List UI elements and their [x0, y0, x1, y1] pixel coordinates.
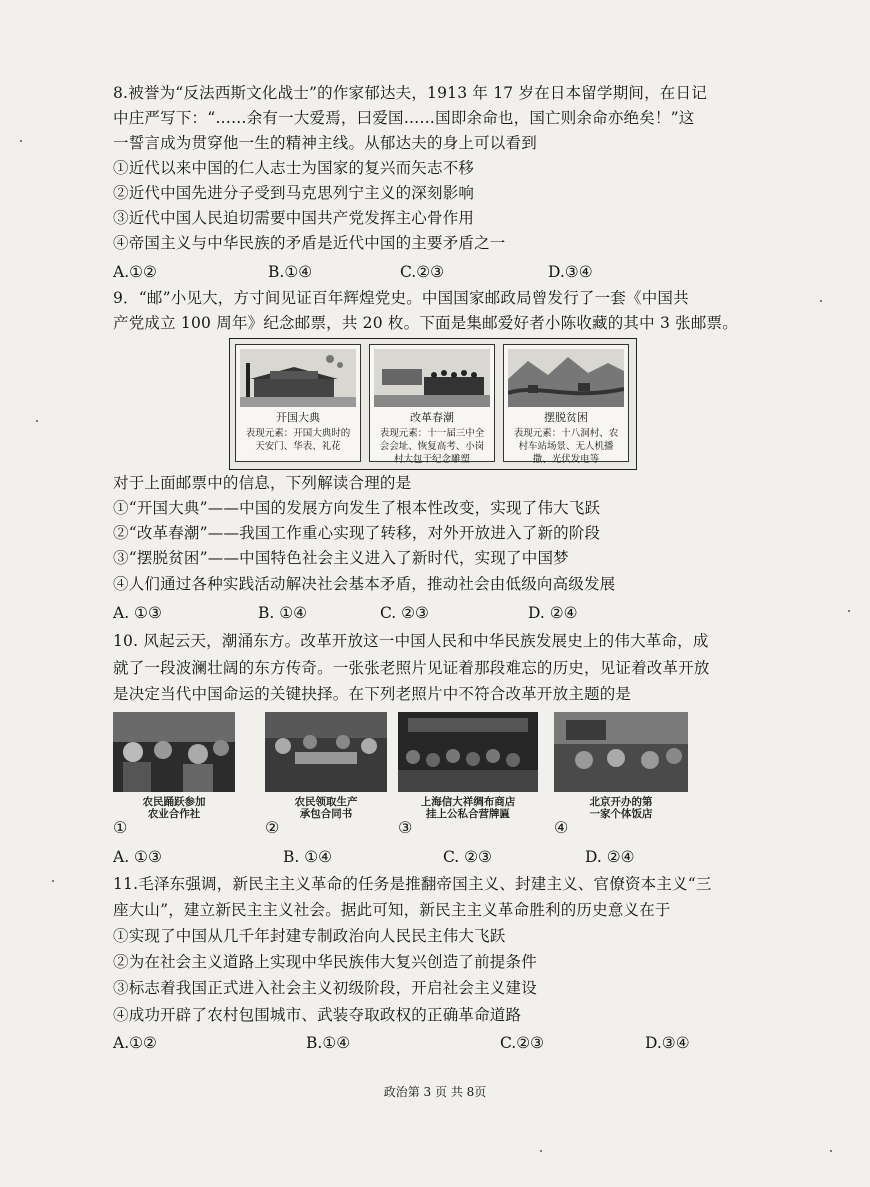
photo-4 [554, 712, 688, 822]
photo-1-caption-1: 农民踊跃参加 [142, 796, 206, 808]
q9-stem-line-1: 9．“邮”小见大，方寸间见证百年辉煌党史。中国国家邮政局曾发行了一套《中国共 [113, 289, 689, 307]
stamp-3-desc: 表现元素：十八洞村、农村车站场景、无人机播撒、光伏发电等 [513, 428, 619, 465]
q8-option-c: C.②③ [400, 263, 445, 281]
photo-3-caption-2: 挂上公私合营牌匾 [426, 808, 510, 820]
q10-stem-line-2: 就了一段波澜壮阔的东方传奇。一张张老照片见证着那段难忘的历史，见证着改革开放 [113, 659, 710, 677]
q8-item-3: ③近代中国人民迫切需要中国共产党发挥主心骨作用 [113, 209, 475, 227]
stamp-2-title: 改革春潮 [410, 411, 454, 424]
q8-option-a: A.①② [113, 263, 157, 281]
q11-item-3: ③标志着我国正式进入社会主义初级阶段，开启社会主义建设 [113, 979, 537, 997]
q9-item-2: ②“改革春潮”——我国工作重心实现了转移，对外开放进入了新的阶段 [113, 524, 601, 542]
q11-stem-line-1: 11.毛泽东强调，新民主主义革命的任务是推翻帝国主义、封建主义、官僚资本主义“三 [113, 875, 712, 893]
q8-stem-line-3: 一誓言成为贯穿他一生的精神主线。从郁达夫的身上可以看到 [113, 134, 537, 152]
scan-speck [830, 1150, 832, 1152]
scan-speck [36, 420, 38, 422]
photo-1-caption-2: 农业合作社 [147, 808, 201, 820]
photo-2-image [265, 712, 387, 792]
photo-3-caption-1: 上海信大祥绸布商店 [420, 796, 516, 808]
q9-item-3: ③“摆脱贫困”——中国特色社会主义进入了新时代，实现了中国梦 [113, 549, 569, 567]
scan-speck [540, 1150, 542, 1152]
photo-4-caption-1: 北京开办的第 [589, 796, 653, 808]
stamp-2-desc: 表现元素：十一届三中全会会址、恢复高考、小岗村大包干纪念雕塑 [379, 428, 485, 465]
scan-speck [52, 880, 54, 882]
photo-4-image [554, 712, 688, 792]
q9-item-4: ④人们通过各种实践活动解决社会基本矛盾，推动社会由低级向高级发展 [113, 575, 616, 593]
q11-stem-line-2: 座大山”，建立新民主主义社会。据此可知，新民主主义革命胜利的历史意义在于 [113, 901, 671, 919]
photo-2-caption-2: 承包合同书 [299, 808, 353, 820]
q8-item-2: ②近代中国先进分子受到马克思列宁主义的深刻影响 [113, 184, 475, 202]
q10-option-c: C. ②③ [443, 848, 492, 866]
q9-option-b: B. ①④ [258, 604, 308, 622]
q8-option-b: B.①④ [268, 263, 313, 281]
q11-item-1: ①实现了中国从几千年封建专制政治向人民民主伟大飞跃 [113, 927, 506, 945]
q8-stem-line-1: 8.被誉为“反法西斯文化战士”的作家郁达夫，1913 年 17 岁在日本留学期间，在日记 [113, 84, 707, 102]
photo-1-image [113, 712, 235, 792]
photo-4-number: ④ [554, 818, 569, 837]
stamp-3-title: 摆脱贫困 [544, 411, 588, 424]
scan-speck [820, 300, 822, 302]
photo-1 [113, 712, 235, 822]
page-footer: 政治第 3 页 共 8页 [383, 1085, 487, 1099]
q9-item-1: ①“开国大典”——中国的发展方向发生了根本性改变，实现了伟大飞跃 [113, 499, 601, 517]
q8-option-d: D.③④ [548, 263, 593, 281]
q10-option-d: D. ②④ [585, 848, 635, 866]
q9-option-c: C. ②③ [380, 604, 429, 622]
q9-option-d: D. ②④ [528, 604, 578, 622]
q8-item-1: ①近代以来中国的仁人志士为国家的复兴而矢志不移 [113, 159, 475, 177]
stamp-1-desc: 表现元素：开国大典时的天安门、华表、礼花 [245, 428, 351, 452]
q8-stem-line-2: 中庄严写下：“……余有一大爱焉，曰爱国……国即余命也，国亡则余命亦绝矣！”这 [113, 109, 695, 127]
q11-option-c: C.②③ [500, 1034, 545, 1052]
q11-item-2: ②为在社会主义道路上实现中华民族伟大复兴创造了前提条件 [113, 953, 537, 971]
scan-speck [20, 140, 22, 142]
photo-1-number: ① [113, 818, 128, 837]
q9-option-a: A. ①③ [113, 604, 162, 622]
q11-option-b: B.①④ [306, 1034, 351, 1052]
photo-2-caption-1: 农民领取生产 [294, 796, 358, 808]
photo-3 [398, 712, 538, 822]
photo-3-image [398, 712, 538, 792]
q9-stem-line-2: 产党成立 100 周年》纪念邮票，共 20 枚。下面是集邮爱好者小陈收藏的其中 3 张邮票。 [113, 314, 738, 332]
q9-question: 对于上面邮票中的信息，下列解读合理的是 [113, 474, 412, 492]
photo-4-caption-2: 一家个体饭店 [589, 808, 653, 820]
stamp-3-image [508, 349, 624, 407]
stamp-1 [235, 344, 361, 462]
q10-option-a: A. ①③ [113, 848, 162, 866]
stamp-1-image [240, 349, 356, 407]
stamp-1-title: 开国大典 [276, 411, 320, 424]
q10-stem-line-1: 10. 风起云天，潮涌东方。改革开放这一中国人民和中华民族发展史上的伟大革命，成 [113, 632, 709, 650]
q8-item-4: ④帝国主义与中华民族的矛盾是近代中国的主要矛盾之一 [113, 234, 506, 252]
photo-3-number: ③ [398, 818, 413, 837]
stamp-2 [369, 344, 495, 465]
q10-stem-line-3: 是决定当代中国命运的关键抉择。在下列老照片中不符合改革开放主题的是 [113, 685, 632, 703]
stamps-figure [229, 338, 637, 470]
q11-item-4: ④成功开辟了农村包围城市、武装夺取政权的正确革命道路 [113, 1006, 522, 1024]
stamp-3 [503, 344, 629, 465]
stamp-2-image [374, 349, 490, 407]
scan-speck [848, 610, 850, 612]
q11-option-a: A.①② [113, 1034, 157, 1052]
q10-option-b: B. ①④ [283, 848, 333, 866]
photo-2 [265, 712, 387, 822]
photo-2-number: ② [265, 818, 280, 837]
q11-option-d: D.③④ [645, 1034, 690, 1052]
